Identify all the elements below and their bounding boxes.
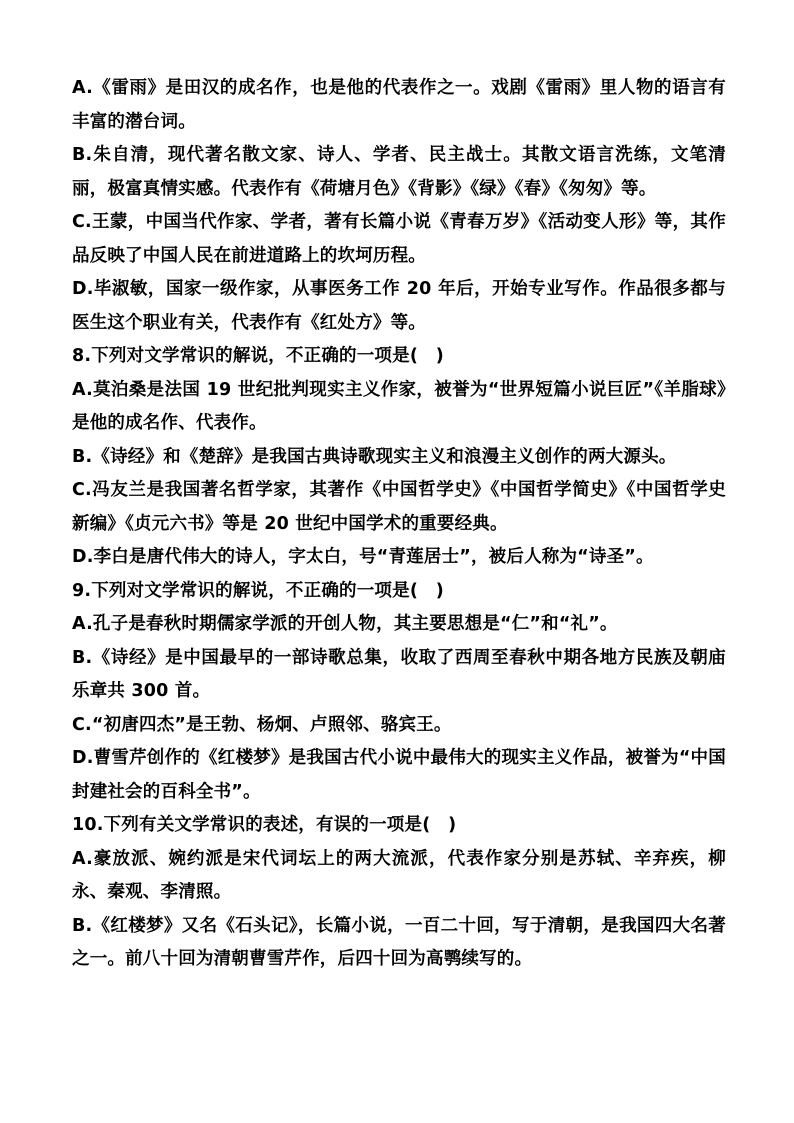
q8-option-a: A.莫泊桑是法国 19 世纪批判现实主义作家，被誉为“世界短篇小说巨匠”《羊脂球》是他的成名作、代表作。 — [72, 379, 726, 433]
q8-option-b: B.《诗经》和《楚辞》是我国古典诗歌现实主义和浪漫主义创作的两大源头。 — [72, 446, 677, 467]
question-10: 10.下列有关文学常识的表述，有误的一项是( ) — [72, 815, 457, 835]
q10-option-a: A.豪放派、婉约派是宋代词坛上的两大流派，代表作家分别是苏轼、辛弃疾，柳永、秦观、李清照。 — [72, 848, 726, 902]
q9-option-b: B.《诗经》是中国最早的一部诗歌总集，收取了西周至春秋中期各地方民族及朝庙乐章共 300 首。 — [72, 647, 726, 701]
option-a-leiyu: A.《雷雨》是田汉的成名作，也是他的代表作之一。戏剧《雷雨》里人物的语言有丰富的潜台词。 — [72, 78, 726, 132]
q9-option-d: D.曹雪芹创作的《红楼梦》是我国古代小说中最伟大的现实主义作品，被誉为“中国封建社会的百科全书”。 — [72, 748, 726, 802]
question-8: 8.下列对文学常识的解说，不正确的一项是( ) — [72, 346, 444, 366]
q10-option-b: B.《红楼梦》又名《石头记》，长篇小说，一百二十回，写于清朝，是我国四大名著之一。前八十回为清朝曹雪芹作，后四十回为高鹗续写的。 — [72, 915, 726, 969]
question-9: 9.下列对文学常识的解说，不正确的一项是( ) — [72, 580, 444, 601]
option-c-wangmeng: C.王蒙，中国当代作家、学者，著有长篇小说《青春万岁》《活动变人形》等，其作品反映了中国人民在前进道路上的坎坷历程。 — [72, 212, 726, 266]
option-b-zhuziqing: B.朱自清，现代著名散文家、诗人、学者、民主战士。其散文语言洗练，文笔清丽，极富真情实感。代表作有《荷塘月色》《背影》《绿》《春》《匆匆》等。 — [72, 145, 726, 199]
q9-option-a: A.孔子是春秋时期儒家学派的开创人物，其主要思想是“仁”和“礼”。 — [72, 614, 618, 634]
q8-option-c: C.冯友兰是我国著名哲学家，其著作《中国哲学史》《中国哲学简史》《中国哲学史新编》《贞元六书》等是 20 世纪中国学术的重要经典。 — [72, 480, 726, 534]
q9-option-c: C.“初唐四杰”是王勃、杨炯、卢照邻、骆宾王。 — [72, 714, 452, 735]
option-d-bishumin: D.毕淑敏，国家一级作家，从事医务工作 20 年后，开始专业写作。作品很多都与医生这个职业有关，代表作有《红处方》等。 — [72, 279, 726, 333]
q8-option-d: D.李白是唐代伟大的诗人，字太白，号“青莲居士”，被后人称为“诗圣”。 — [72, 547, 654, 567]
